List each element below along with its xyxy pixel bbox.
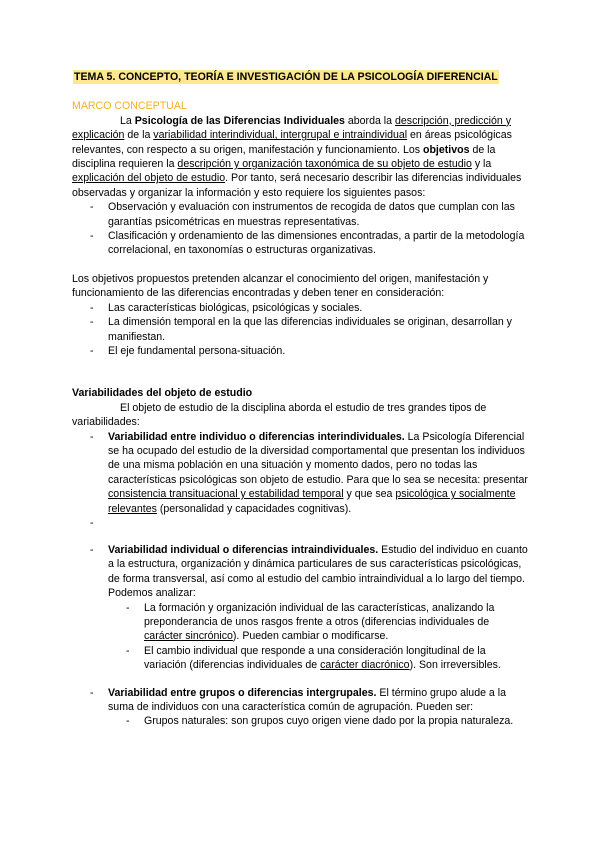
- variability-intro: El objeto de estudio de la disciplina aborda el estudio de tres grandes tipos de variabilidades:: [72, 401, 487, 429]
- objectives-list: [72, 301, 528, 359]
- steps-list: [72, 200, 528, 258]
- sub-list: [108, 601, 528, 673]
- sub-list: [108, 714, 528, 728]
- list-item: - Clasificación y ordenamiento de las dimensiones encontradas, a partir de la metodología correlacional, en taxonomías o estructuras organizativas.: [72, 229, 528, 258]
- variability-heading: Variabilidades del objeto de estudio: [72, 387, 253, 400]
- sub-list-item: - Grupos naturales: son grupos cuyo origen viene dado por la propia naturaleza.: [108, 714, 528, 728]
- objectives-paragraph: Los objetivos propuestos pretenden alcanzar el conocimiento del origen, manifestación y funcionamiento de las diferencias encontradas y deben tener en consideración:: [72, 272, 489, 300]
- list-item: - Las características biológicas, psicológicas y sociales.: [72, 301, 528, 315]
- sub-list-item: - La formación y organización individual de las características, analizando la preponderancia de unos rasgos frente a otros (diferencias individuales de carácter sincrónico). Pueden cambiar o modificarse.: [108, 601, 528, 644]
- intro-paragraph: La Psicología de las Diferencias Individuales aborda la descripción, predicción y explicación de la variabilidad interindividual, intergrupal e intraindividual en áreas psicológicas relevantes, con respecto a su origen, manifestación y funcionamiento. Los objetivos de la disciplina requieren la descripción y organización taxonómica de su objeto de estudio y la explicación del objeto de estudio. Por tanto, será necesario describir las diferencias individuales observadas y organizar la información y esto requiere los siguientes pasos:: [72, 114, 522, 199]
- doc-title: [73, 70, 528, 84]
- spacer: [72, 516, 528, 529]
- list-item: - Observación y evaluación con instrumentos de recogida de datos que cumplan con las garantías psicométricas en muestras representativas.: [72, 200, 528, 229]
- document-page: [72, 70, 528, 729]
- section-heading: MARCO CONCEPTUAL: [72, 100, 187, 113]
- list-item-intraindividual: - Variabilidad individual o diferencias intraindividuales. Estudio del individuo en cuanto a la estructura, organización y dinámica particulares de sus características psicológicas, de forma transversal, así como al estudio del cambio intraindividual a lo largo del tiempo. Podemos analizar: - La formación y organización individual de las características, analizando la preponderancia de unos rasgos frente a otros (diferencias individuales de carácter sincrónico). Pueden cambiar o modificarse. - El cambio individual que responde a una consideración longitudinal de la variación (diferencias individuales de carácter diacrónico). Son irreversibles.: [72, 543, 528, 673]
- variability-list-2: [72, 543, 528, 673]
- list-item-intergroup: - Variabilidad entre grupos o diferencias intergrupales. El término grupo alude a la suma de individuos con una característica común de agrupación. Pueden ser: - Grupos naturales: son grupos cuyo origen viene dado por la propia naturaleza.: [72, 686, 528, 729]
- list-item-interindividual: - Variabilidad entre individuo o diferencias interindividuales. La Psicología Diferencial se ha ocupado del estudio de la diversidad comportamental que presentan los individuos de una misma población en una situación y momento dados, pero no todas las características psicológicas son objeto de estudio. Para que lo sea se necesita: presentar consistencia transituacional y estabilidad temporal y que sea psicológica y socialmente relevantes (personalidad y capacidades cognitivas).: [72, 430, 528, 516]
- list-item: - La dimensión temporal en la que las diferencias individuales se originan, desarrollan y manifiestan.: [72, 315, 528, 344]
- title-highlight: TEMA 5. CONCEPTO, TEORÍA E INVESTIGACIÓN DE LA PSICOLOGÍA DIFERENCIAL: [74, 71, 498, 83]
- variability-list-3: [72, 686, 528, 729]
- variability-list: [72, 430, 528, 529]
- sub-list-item: - El cambio individual que responde a una consideración longitudinal de la variación (diferencias individuales de carácter diacrónico). Son irreversibles.: [108, 644, 528, 673]
- list-item: - El eje fundamental persona-situación.: [72, 344, 528, 358]
